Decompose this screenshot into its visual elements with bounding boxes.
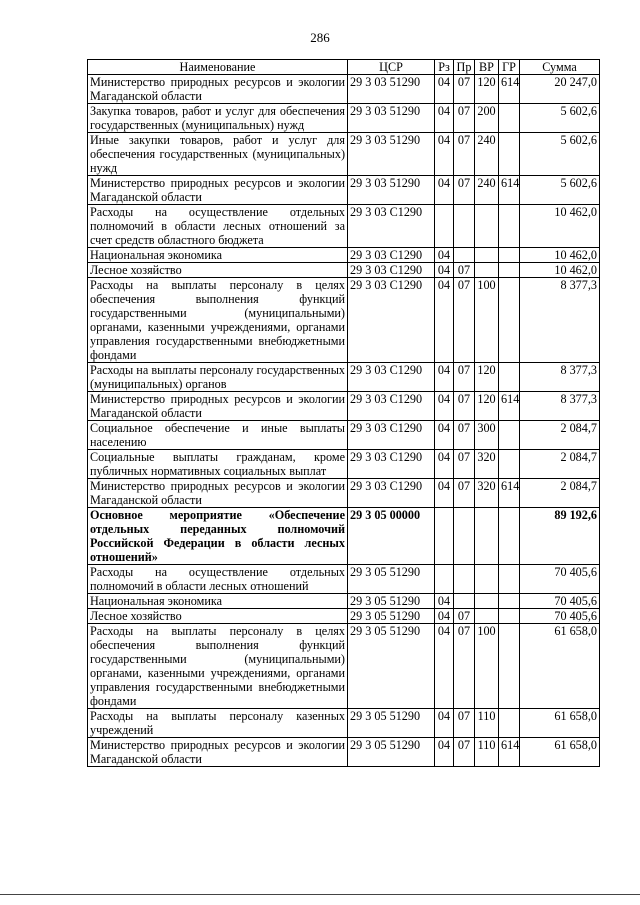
table-row (88, 565, 600, 594)
row-gr (499, 104, 520, 133)
row-name: Министерство природных ресурсов и экологии Магаданской области (88, 392, 348, 421)
row-gr (499, 609, 520, 624)
table-row (88, 738, 600, 767)
row-csr: 29 3 05 51290 (348, 609, 435, 624)
row-gr: 614 (499, 392, 520, 421)
row-pr: 07 (454, 479, 475, 508)
row-sum: 2 084,7 (520, 450, 600, 479)
row-sum: 61 658,0 (520, 624, 600, 709)
row-vr: 100 (475, 278, 499, 363)
row-gr (499, 565, 520, 594)
row-sum: 70 405,6 (520, 609, 600, 624)
row-name: Министерство природных ресурсов и экологии Магаданской области (88, 75, 348, 104)
row-vr (475, 205, 499, 248)
row-rz: 04 (435, 392, 454, 421)
row-vr: 120 (475, 363, 499, 392)
row-csr: 29 3 03 С1290 (348, 363, 435, 392)
row-gr (499, 421, 520, 450)
row-name: Министерство природных ресурсов и экологии Магаданской области (88, 176, 348, 205)
table-row (88, 133, 600, 176)
row-sum: 89 192,6 (520, 508, 600, 565)
row-pr (454, 565, 475, 594)
row-rz: 04 (435, 709, 454, 738)
row-vr: 240 (475, 176, 499, 205)
row-vr: 320 (475, 479, 499, 508)
row-sum: 2 084,7 (520, 479, 600, 508)
row-pr: 07 (454, 738, 475, 767)
row-name: Лесное хозяйство (88, 609, 348, 624)
row-name: Расходы на выплаты персоналу в целях обеспечения выполнения функций государственными (муниципальными) органами, казенными учреждениями, органами управления государственными внебюджетными фондами (88, 624, 348, 709)
row-sum: 5 602,6 (520, 133, 600, 176)
row-vr: 320 (475, 450, 499, 479)
row-vr (475, 565, 499, 594)
row-gr: 614 (499, 176, 520, 205)
row-csr: 29 3 03 С1290 (348, 392, 435, 421)
row-rz: 04 (435, 176, 454, 205)
row-sum: 10 462,0 (520, 263, 600, 278)
row-csr: 29 3 05 51290 (348, 565, 435, 594)
row-rz: 04 (435, 263, 454, 278)
row-sum: 2 084,7 (520, 421, 600, 450)
row-name: Основное мероприятие «Обеспечение отдельных переданных полномочий Российской Федерации в области лесных отношений» (88, 508, 348, 565)
row-rz: 04 (435, 738, 454, 767)
table-header-row (88, 60, 600, 75)
row-sum: 8 377,3 (520, 363, 600, 392)
row-vr: 110 (475, 738, 499, 767)
row-name: Расходы на выплаты персоналу в целях обеспечения выполнения функций государственными (муниципальными) органами, казенными учреждениями, органами управления государственными внебюджетными фондами (88, 278, 348, 363)
row-csr: 29 3 03 С1290 (348, 248, 435, 263)
row-gr (499, 248, 520, 263)
row-sum: 8 377,3 (520, 392, 600, 421)
row-csr: 29 3 03 51290 (348, 176, 435, 205)
row-csr: 29 3 05 51290 (348, 738, 435, 767)
row-rz: 04 (435, 421, 454, 450)
row-sum: 10 462,0 (520, 205, 600, 248)
table-row (88, 508, 600, 565)
row-vr (475, 609, 499, 624)
table-row (88, 75, 600, 104)
row-csr: 29 3 05 51290 (348, 594, 435, 609)
row-vr (475, 248, 499, 263)
row-gr: 614 (499, 75, 520, 104)
row-name: Министерство природных ресурсов и экологии Магаданской области (88, 738, 348, 767)
row-csr: 29 3 03 С1290 (348, 263, 435, 278)
row-csr: 29 3 05 51290 (348, 709, 435, 738)
header-gr: ГР (499, 60, 520, 75)
row-pr: 07 (454, 278, 475, 363)
row-vr: 200 (475, 104, 499, 133)
row-vr: 100 (475, 624, 499, 709)
row-csr: 29 3 03 С1290 (348, 205, 435, 248)
table-row (88, 278, 600, 363)
row-name: Социальное обеспечение и иные выплаты населению (88, 421, 348, 450)
row-gr (499, 450, 520, 479)
row-gr (499, 278, 520, 363)
row-pr (454, 248, 475, 263)
row-pr: 07 (454, 392, 475, 421)
row-sum: 61 658,0 (520, 738, 600, 767)
table-row (88, 709, 600, 738)
row-gr (499, 263, 520, 278)
row-gr: 614 (499, 738, 520, 767)
row-pr: 07 (454, 176, 475, 205)
row-gr (499, 508, 520, 565)
row-gr (499, 624, 520, 709)
row-sum: 8 377,3 (520, 278, 600, 363)
row-csr: 29 3 03 51290 (348, 104, 435, 133)
table-row (88, 479, 600, 508)
row-sum: 20 247,0 (520, 75, 600, 104)
header-name: Наименование (88, 60, 348, 75)
table-row (88, 363, 600, 392)
row-sum: 5 602,6 (520, 104, 600, 133)
row-pr: 07 (454, 133, 475, 176)
table-row (88, 176, 600, 205)
row-vr: 110 (475, 709, 499, 738)
row-gr (499, 363, 520, 392)
row-rz: 04 (435, 450, 454, 479)
row-pr: 07 (454, 421, 475, 450)
row-name: Лесное хозяйство (88, 263, 348, 278)
table-row (88, 392, 600, 421)
row-gr (499, 205, 520, 248)
row-pr: 07 (454, 709, 475, 738)
row-pr (454, 205, 475, 248)
row-name: Расходы на осуществление отдельных полномочий в области лесных отношений (88, 565, 348, 594)
row-vr: 120 (475, 392, 499, 421)
row-vr (475, 508, 499, 565)
row-pr (454, 594, 475, 609)
table-row (88, 104, 600, 133)
row-pr: 07 (454, 75, 475, 104)
table-row (88, 248, 600, 263)
header-pr: Пр (454, 60, 475, 75)
row-name: Министерство природных ресурсов и экологии Магаданской области (88, 479, 348, 508)
row-vr: 240 (475, 133, 499, 176)
row-csr: 29 3 03 С1290 (348, 450, 435, 479)
header-csr: ЦСР (348, 60, 435, 75)
row-pr: 07 (454, 104, 475, 133)
row-pr: 07 (454, 263, 475, 278)
row-rz: 04 (435, 75, 454, 104)
table-body (88, 75, 600, 767)
header-vr: ВР (475, 60, 499, 75)
row-vr: 120 (475, 75, 499, 104)
row-csr: 29 3 03 С1290 (348, 479, 435, 508)
budget-table (87, 59, 600, 767)
row-csr: 29 3 05 51290 (348, 624, 435, 709)
row-vr: 300 (475, 421, 499, 450)
row-pr: 07 (454, 450, 475, 479)
footer-rule (0, 894, 640, 895)
table-row (88, 263, 600, 278)
row-vr (475, 263, 499, 278)
row-rz: 04 (435, 248, 454, 263)
row-csr: 29 3 05 00000 (348, 508, 435, 565)
table-row (88, 450, 600, 479)
row-pr: 07 (454, 363, 475, 392)
table-row (88, 624, 600, 709)
row-sum: 70 405,6 (520, 565, 600, 594)
page-number: 286 (310, 30, 330, 45)
row-name: Расходы на выплаты персоналу государственных (муниципальных) органов (88, 363, 348, 392)
row-rz: 04 (435, 133, 454, 176)
row-sum: 10 462,0 (520, 248, 600, 263)
row-rz (435, 565, 454, 594)
row-sum: 70 405,6 (520, 594, 600, 609)
row-name: Расходы на выплаты персоналу казенных учреждений (88, 709, 348, 738)
row-rz: 04 (435, 624, 454, 709)
row-csr: 29 3 03 51290 (348, 133, 435, 176)
row-name: Расходы на осуществление отдельных полномочий в области лесных отношений за счет средств областного бюджета (88, 205, 348, 248)
table-row (88, 421, 600, 450)
row-rz: 04 (435, 363, 454, 392)
table-row (88, 594, 600, 609)
row-name: Социальные выплаты гражданам, кроме публичных нормативных социальных выплат (88, 450, 348, 479)
row-gr (499, 594, 520, 609)
header-sum: Сумма (520, 60, 600, 75)
row-csr: 29 3 03 51290 (348, 75, 435, 104)
row-rz: 04 (435, 594, 454, 609)
header-rz: Рз (435, 60, 454, 75)
row-gr: 614 (499, 479, 520, 508)
row-vr (475, 594, 499, 609)
row-rz: 04 (435, 479, 454, 508)
row-sum: 61 658,0 (520, 709, 600, 738)
row-name: Закупка товаров, работ и услуг для обеспечения государственных (муниципальных) нужд (88, 104, 348, 133)
row-rz: 04 (435, 104, 454, 133)
row-gr (499, 133, 520, 176)
row-pr: 07 (454, 609, 475, 624)
row-pr (454, 508, 475, 565)
row-name: Национальная экономика (88, 594, 348, 609)
row-name: Национальная экономика (88, 248, 348, 263)
row-csr: 29 3 03 С1290 (348, 278, 435, 363)
row-rz (435, 205, 454, 248)
table-row (88, 205, 600, 248)
row-csr: 29 3 03 С1290 (348, 421, 435, 450)
row-sum: 5 602,6 (520, 176, 600, 205)
row-name: Иные закупки товаров, работ и услуг для обеспечения государственных (муниципальных) нужд (88, 133, 348, 176)
row-rz (435, 508, 454, 565)
row-rz: 04 (435, 609, 454, 624)
row-pr: 07 (454, 624, 475, 709)
row-gr (499, 709, 520, 738)
row-rz: 04 (435, 278, 454, 363)
table-row (88, 609, 600, 624)
